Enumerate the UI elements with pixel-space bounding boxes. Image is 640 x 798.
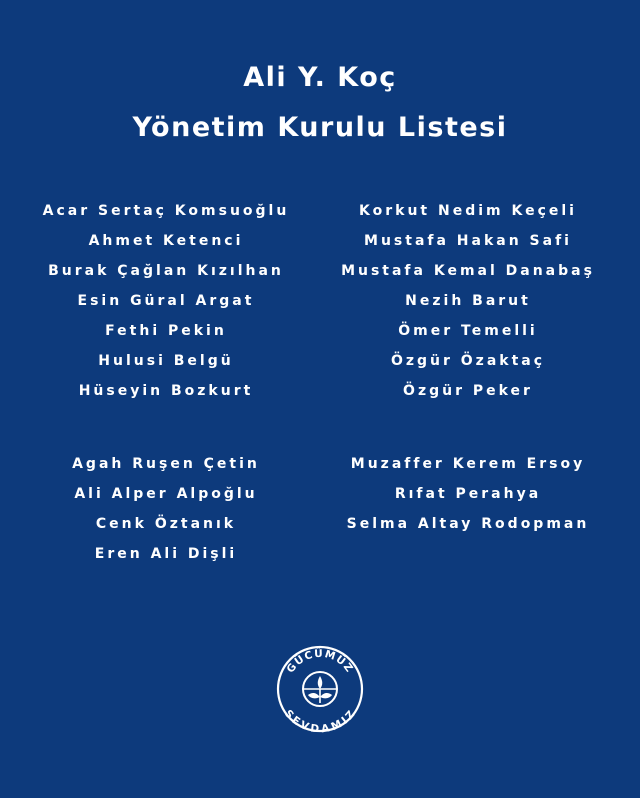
member-name: Cenk Öztanık xyxy=(95,516,237,532)
member-name: Eren Ali Dişli xyxy=(94,546,238,562)
member-name: Esin Güral Argat xyxy=(77,293,255,309)
member-name: Muzaffer Kerem Ersoy xyxy=(350,456,586,472)
member-name: Nezih Barut xyxy=(405,293,531,309)
board-list-group2-right xyxy=(308,449,628,539)
board-list-group2-left xyxy=(6,449,326,569)
logo-text-top: GÜCÜMÜZ xyxy=(284,647,356,676)
member-name: Ömer Temelli xyxy=(398,323,538,339)
member-name: Korkut Nedim Keçeli xyxy=(359,203,577,219)
member-name: Hulusi Belgü xyxy=(98,353,234,369)
member-name: Özgür Peker xyxy=(403,383,533,399)
member-name: Mustafa Kemal Danabaş xyxy=(341,263,595,279)
member-name: Fethi Pekin xyxy=(105,323,227,339)
member-name: Özgür Özaktaç xyxy=(390,353,546,369)
member-name: Hüseyin Bozkurt xyxy=(78,383,254,399)
member-name: Agah Ruşen Çetin xyxy=(72,456,260,472)
board-list-group1-left xyxy=(6,196,326,406)
title-line-1: Ali Y. Koç xyxy=(243,62,397,93)
member-name: Ahmet Ketenci xyxy=(88,233,244,249)
member-name: Mustafa Hakan Safi xyxy=(364,233,572,249)
logo-text-bottom: SEVDAMIZ xyxy=(281,707,359,733)
title-line-2: Yönetim Kurulu Listesi xyxy=(132,112,508,143)
member-name: Acar Sertaç Komsuoğlu xyxy=(42,203,290,219)
member-name: Burak Çağlan Kızılhan xyxy=(48,263,284,279)
board-list-group1-right xyxy=(308,196,628,406)
member-name: Ali Alper Alpoğlu xyxy=(74,486,258,502)
fenerbahce-emblem-icon xyxy=(276,645,364,733)
member-name: Rıfat Perahya xyxy=(394,486,542,502)
member-name: Selma Altay Rodopman xyxy=(346,516,590,532)
